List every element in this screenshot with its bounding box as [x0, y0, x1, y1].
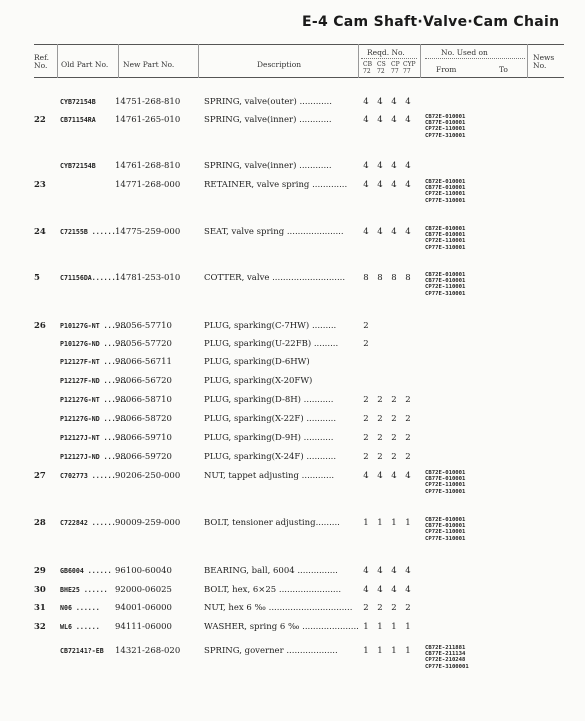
qty-cs72: 4	[377, 471, 383, 481]
header-used-on: No. Used on	[441, 48, 488, 57]
header-ref: Ref. No.	[34, 53, 49, 70]
description: PLUG, sparking(D-6HW)	[204, 357, 310, 367]
new-part-no: 96100-60040	[115, 566, 172, 576]
old-part-no: CB71154RA	[60, 116, 96, 124]
new-part-no: 92000-06025	[115, 585, 172, 595]
qty-cyp77: 1	[405, 518, 411, 528]
qty-cp77: 4	[391, 180, 397, 190]
qty-cb72: 2	[363, 433, 369, 443]
old-part-no: C71156DA.......	[60, 274, 120, 282]
qty-cyp77: 2	[405, 395, 411, 405]
qty-cb72: 8	[363, 273, 369, 283]
qty-cb72: 4	[363, 97, 369, 107]
qty-cb72: 4	[363, 180, 369, 190]
table-row	[0, 394, 585, 408]
col-divider	[358, 44, 359, 78]
description: WASHER, spring 6 ‰ .....................	[204, 622, 359, 632]
table-row	[0, 356, 585, 370]
ref-no: 29	[34, 566, 46, 576]
old-part-no: P10127G-ND ......	[60, 340, 128, 348]
header-qty-3: CYP 77	[403, 61, 416, 75]
new-part-no: 98066-59720	[115, 452, 172, 462]
ref-no: 23	[34, 180, 46, 190]
new-part-no: 98056-57720	[115, 339, 172, 349]
header-news: News No.	[533, 53, 555, 70]
new-part-no: 14771-268-000	[115, 180, 181, 190]
qty-cyp77: 1	[405, 622, 411, 632]
qty-cyp77: 4	[405, 180, 411, 190]
header-qty-2: CP 77	[391, 61, 400, 75]
description: PLUG, sparking(X-22F) ...........	[204, 414, 337, 424]
description: NUT, hex 6 ‰ ...............................	[204, 603, 353, 613]
qty-cyp77: 4	[405, 115, 411, 125]
description: SPRING, valve(outer) ............	[204, 97, 332, 107]
new-part-no: 90206-250-000	[115, 471, 181, 481]
qty-cs72: 2	[377, 414, 383, 424]
new-part-no: 98066-58710	[115, 395, 172, 405]
qty-cb72: 1	[363, 622, 369, 632]
qty-cp77: 4	[391, 161, 397, 171]
col-divider	[118, 44, 119, 78]
ref-no: 5	[34, 273, 40, 283]
qty-cp77: 4	[391, 97, 397, 107]
header-qty-0: CB 72	[363, 61, 372, 75]
new-part-no: 14321-268-020	[115, 646, 181, 656]
qty-cb72: 2	[363, 414, 369, 424]
qty-cp77: 4	[391, 115, 397, 125]
table-row	[0, 517, 585, 542]
used-on-from: CB72E-010001 CB77E-010001 CP72E-110001 CP77E-310001	[425, 179, 466, 204]
table-row	[0, 432, 585, 446]
header-old-part: Old Part No.	[61, 60, 109, 69]
description: PLUG, sparking(D-8H) ...........	[204, 395, 334, 405]
page-title: E-4 Cam Shaft·Valve·Cam Chain	[302, 14, 560, 30]
description: PLUG, sparking(U-22FB) .........	[204, 339, 339, 349]
ref-no: 30	[34, 585, 46, 595]
qty-cs72: 4	[377, 227, 383, 237]
header-description: Description	[257, 60, 302, 69]
qty-cs72: 2	[377, 433, 383, 443]
description: BOLT, tensioner adjusting.........	[204, 518, 340, 528]
qty-cyp77: 2	[405, 433, 411, 443]
old-part-no: N06 ......	[60, 604, 100, 612]
qty-cyp77: 4	[405, 227, 411, 237]
header-new-part: New Part No.	[123, 60, 175, 69]
old-part-no: CB72141?-EB	[60, 647, 104, 655]
new-part-no: 90009-259-000	[115, 518, 181, 528]
qty-cyp77: 2	[405, 414, 411, 424]
used-on-rule	[425, 58, 525, 59]
qty-cs72: 2	[377, 395, 383, 405]
qty-cp77: 8	[391, 273, 397, 283]
qty-cb72: 2	[363, 321, 369, 331]
qty-cs72: 2	[377, 452, 383, 462]
new-part-no: 14775-259-000	[115, 227, 181, 237]
header-to: To	[499, 65, 508, 74]
qty-cyp77: 4	[405, 471, 411, 481]
qty-cb72: 2	[363, 339, 369, 349]
qty-cs72: 4	[377, 585, 383, 595]
description: PLUG, sparking(X-24F) ...........	[204, 452, 337, 462]
qty-cs72: 4	[377, 180, 383, 190]
qty-cp77: 1	[391, 646, 397, 656]
qty-cb72: 4	[363, 115, 369, 125]
new-part-no: 14761-265-010	[115, 115, 181, 125]
description: SEAT, valve spring .....................	[204, 227, 344, 237]
qty-cs72: 2	[377, 603, 383, 613]
table-row	[0, 451, 585, 465]
qty-cyp77: 4	[405, 585, 411, 595]
table-row	[0, 565, 585, 579]
qty-cp77: 1	[391, 518, 397, 528]
table-row	[0, 272, 585, 297]
old-part-no: P12127J-ND ......	[60, 453, 128, 461]
new-part-no: 98066-56711	[115, 357, 172, 367]
new-part-no: 98066-56720	[115, 376, 172, 386]
used-on-from: CB72E-211881 CB77E-211134 CP72E-210248 CP77E-3100001	[425, 645, 469, 670]
qty-cp77: 4	[391, 471, 397, 481]
qty-cb72: 4	[363, 566, 369, 576]
new-part-no: 14751-268-810	[115, 97, 181, 107]
qty-cs72: 4	[377, 566, 383, 576]
description: NUT, tappet adjusting ............	[204, 471, 335, 481]
description: PLUG, sparking(D-9H) ...........	[204, 433, 334, 443]
table-row	[0, 160, 585, 174]
qty-cp77: 2	[391, 414, 397, 424]
old-part-no: C72155B ......	[60, 228, 116, 236]
col-divider	[420, 44, 421, 78]
qty-cs72: 8	[377, 273, 383, 283]
table-row	[0, 96, 585, 110]
qty-cb72: 2	[363, 452, 369, 462]
qty-cp77: 1	[391, 622, 397, 632]
old-part-no: P12127F-ND ......	[60, 377, 128, 385]
qty-cp77: 4	[391, 227, 397, 237]
ref-no: 22	[34, 115, 46, 125]
ref-no: 31	[34, 603, 46, 613]
old-part-no: P12127G-NT ......	[60, 396, 128, 404]
qty-cp77: 4	[391, 566, 397, 576]
qty-cyp77: 2	[405, 603, 411, 613]
header-qty-1: CS 72	[377, 61, 386, 75]
table-row	[0, 621, 585, 635]
qty-cp77: 2	[391, 433, 397, 443]
qty-cb72: 4	[363, 471, 369, 481]
table-row	[0, 602, 585, 616]
new-part-no: 98066-58720	[115, 414, 172, 424]
qty-cs72: 1	[377, 518, 383, 528]
new-part-no: 94001-06000	[115, 603, 172, 613]
table-row	[0, 338, 585, 352]
table-row	[0, 179, 585, 204]
new-part-no: 94111-06000	[115, 622, 172, 632]
used-on-from: CB72E-010001 CB77E-010001 CP72E-110001 CP77E-310001	[425, 272, 466, 297]
old-part-no: C722842 ......	[60, 519, 116, 527]
qty-cb72: 4	[363, 161, 369, 171]
col-divider	[527, 44, 528, 78]
qty-cyp77: 4	[405, 97, 411, 107]
ref-no: 26	[34, 321, 46, 331]
qty-cp77: 2	[391, 603, 397, 613]
qty-cyp77: 4	[405, 161, 411, 171]
new-part-no: 98066-59710	[115, 433, 172, 443]
description: RETAINER, valve spring .............	[204, 180, 348, 190]
old-part-no: BHE25 ......	[60, 586, 108, 594]
table-row	[0, 645, 585, 670]
old-part-no: GB6004 ......	[60, 567, 112, 575]
qty-cyp77: 8	[405, 273, 411, 283]
qty-cb72: 2	[363, 395, 369, 405]
old-part-no: P12127F-NT ......	[60, 358, 128, 366]
qty-cs72: 4	[377, 115, 383, 125]
qty-cs72: 1	[377, 622, 383, 632]
qty-cyp77: 1	[405, 646, 411, 656]
ref-no: 24	[34, 227, 46, 237]
used-on-from: CB72E-010001 CB77E-010001 CP72E-110001 CP77E-310001	[425, 226, 466, 251]
used-on-from: CB72E-010001 CB77E-010001 CP72E-110001 CP77E-310001	[425, 517, 466, 542]
qty-cb72: 1	[363, 646, 369, 656]
qty-cs72: 4	[377, 97, 383, 107]
table-row	[0, 470, 585, 495]
used-on-from: CB72E-010001 CB77E-010001 CP72E-110001 CP77E-310001	[425, 470, 466, 495]
old-part-no: CYB72154B	[60, 162, 96, 170]
description: BOLT, hex, 6×25 .......................	[204, 585, 342, 595]
new-part-no: 14781-253-010	[115, 273, 181, 283]
table-row	[0, 320, 585, 334]
qty-cp77: 2	[391, 395, 397, 405]
used-on-from: CB72E-010001 CB77E-010001 CP72E-110001 CP77E-310001	[425, 114, 466, 139]
qty-cp77: 4	[391, 585, 397, 595]
header-from: From	[436, 65, 457, 74]
qty-cb72: 4	[363, 585, 369, 595]
ref-no: 32	[34, 622, 46, 632]
qty-cyp77: 4	[405, 566, 411, 576]
old-part-no: P10127G-NT ......	[60, 322, 128, 330]
table-row	[0, 375, 585, 389]
header-reqd: Reqd. No.	[367, 48, 405, 57]
qty-cb72: 4	[363, 227, 369, 237]
table-row	[0, 413, 585, 427]
old-part-no: P12127G-ND ......	[60, 415, 128, 423]
description: SPRING, governer ...................	[204, 646, 338, 656]
qty-cb72: 2	[363, 603, 369, 613]
header-bottom-rule	[34, 77, 564, 78]
new-part-no: 14761-268-810	[115, 161, 181, 171]
description: BEARING, ball, 6004 ...............	[204, 566, 338, 576]
table-row	[0, 584, 585, 598]
col-divider	[198, 44, 199, 78]
description: PLUG, sparking(X-20FW)	[204, 376, 313, 386]
qty-cb72: 1	[363, 518, 369, 528]
qty-cp77: 2	[391, 452, 397, 462]
description: SPRING, valve(inner) ............	[204, 161, 332, 171]
qty-cyp77: 2	[405, 452, 411, 462]
ref-no: 28	[34, 518, 46, 528]
old-part-no: P12127J-NT ......	[60, 434, 128, 442]
description: SPRING, valve(inner) ............	[204, 115, 332, 125]
description: COTTER, valve ...........................	[204, 273, 346, 283]
qty-cs72: 4	[377, 161, 383, 171]
new-part-no: 98056-57710	[115, 321, 172, 331]
old-part-no: C702773 ......	[60, 472, 116, 480]
old-part-no: CYB72154B	[60, 98, 96, 106]
header-top-rule	[34, 44, 564, 45]
ref-no: 27	[34, 471, 46, 481]
reqd-rule	[361, 58, 417, 59]
table-row	[0, 226, 585, 251]
col-divider	[57, 44, 58, 78]
description: PLUG, sparking(C-7HW) .........	[204, 321, 337, 331]
qty-cs72: 1	[377, 646, 383, 656]
old-part-no: WL6 ......	[60, 623, 100, 631]
table-row	[0, 114, 585, 139]
